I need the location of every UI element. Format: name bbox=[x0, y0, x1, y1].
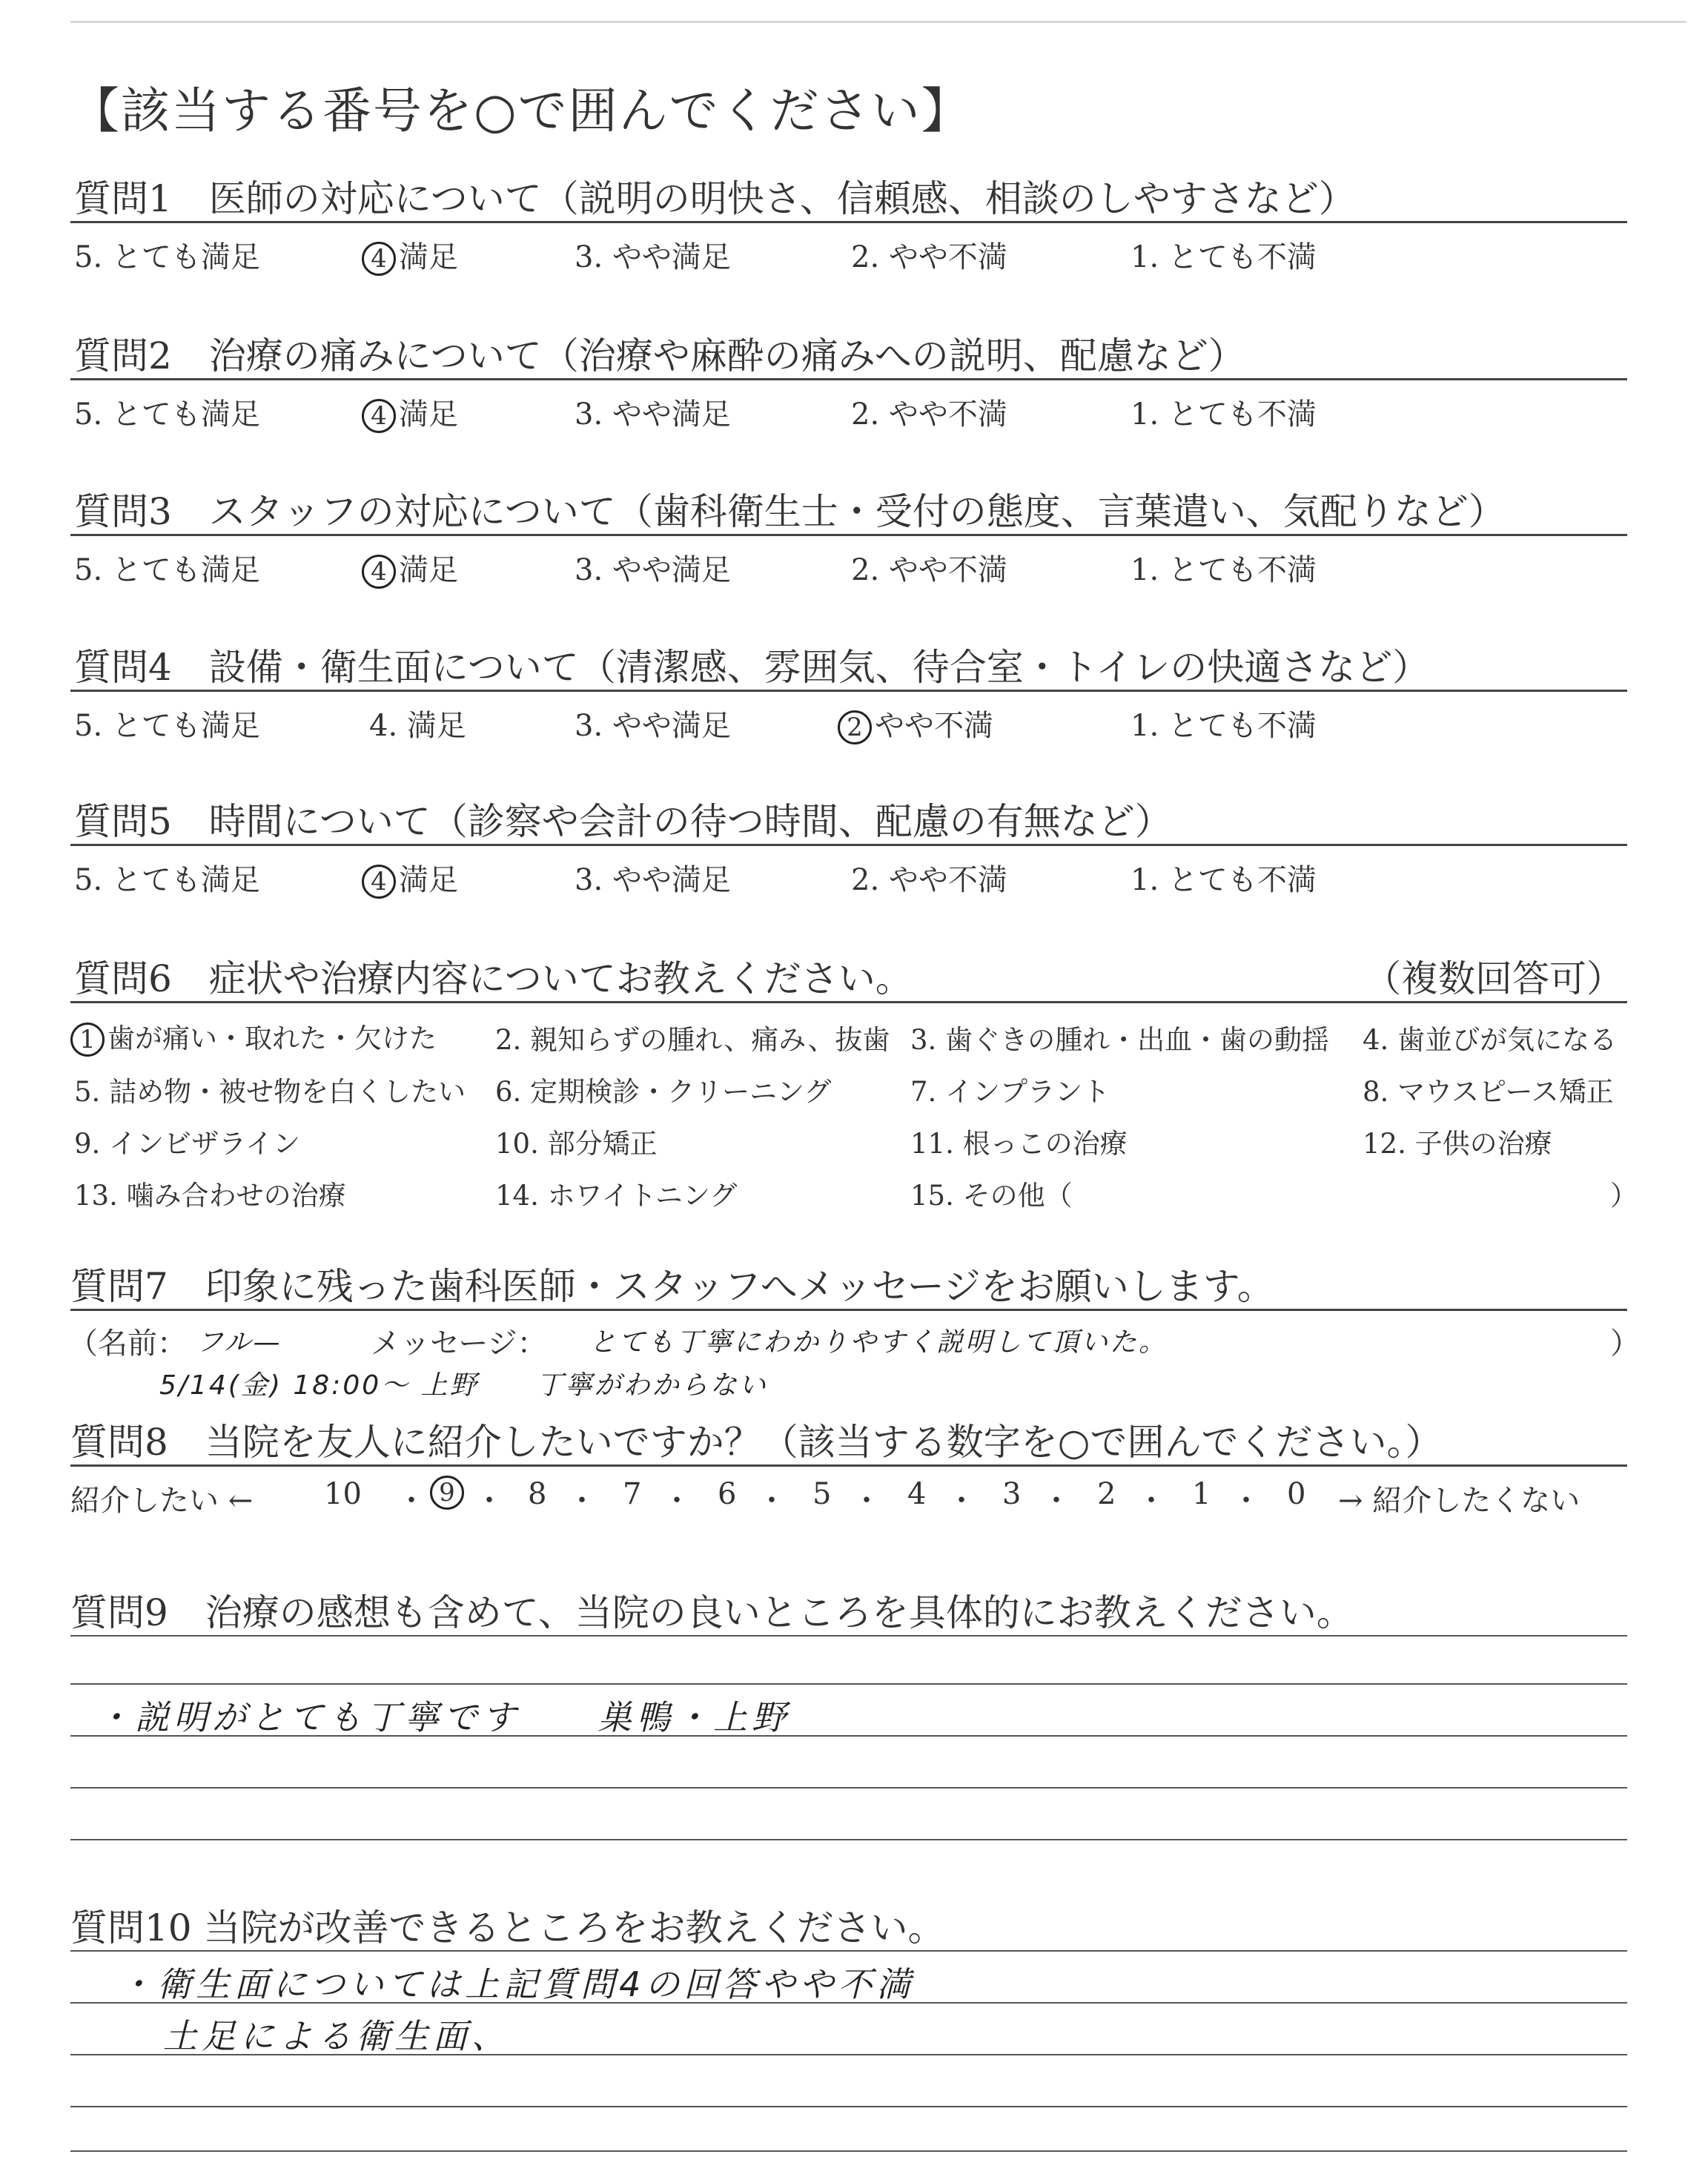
q1-opt-1[interactable]: 1. とても不満 bbox=[1131, 240, 1317, 274]
q8-left-label: 紹介したい ← bbox=[70, 1484, 254, 1518]
q6-item-4[interactable]: 4. 歯並びが気になる bbox=[1363, 1024, 1618, 1056]
q1-opt-5[interactable]: 5. とても満足 bbox=[74, 240, 260, 274]
q4-opt-3[interactable]: 3. やや満足 bbox=[575, 709, 731, 743]
q8-right-label: → 紹介したくない bbox=[1338, 1484, 1580, 1518]
q7-extra-line[interactable]: 5/14(金) 18:00～ 上野 丁寧がわからない bbox=[159, 1370, 768, 1401]
q5-opt-4[interactable] bbox=[362, 856, 458, 899]
q8-num-0[interactable]: 0 bbox=[1287, 1477, 1306, 1511]
q7-message-value[interactable]: とても丁寧にわかりやすく説明して頂いた。 bbox=[589, 1327, 1168, 1358]
q2-opt-4[interactable] bbox=[362, 391, 458, 433]
q8-sep: ・ bbox=[397, 1484, 426, 1518]
q6-item-5[interactable]: 5. 詰め物・被せ物を白くしたい bbox=[74, 1076, 466, 1108]
q8-sep: ・ bbox=[1136, 1484, 1166, 1518]
q5-opt-4-label: 満足 bbox=[399, 863, 458, 897]
q3-opt-3[interactable]: 3. やや満足 bbox=[575, 553, 731, 587]
q8-sep: ・ bbox=[852, 1484, 881, 1518]
q4-rule bbox=[70, 690, 1627, 692]
q7-rule bbox=[70, 1309, 1627, 1311]
q3-opt-4[interactable] bbox=[362, 546, 458, 589]
q2-opt-3[interactable]: 3. やや満足 bbox=[575, 397, 731, 432]
q2-opt-1[interactable]: 1. とても不満 bbox=[1131, 397, 1317, 432]
q8-sep: ・ bbox=[662, 1484, 692, 1518]
q3-opt-2[interactable]: 2. やや不満 bbox=[851, 553, 1007, 587]
page-title: 【該当する番号を○で囲んでください】 bbox=[70, 82, 972, 139]
q8-rule bbox=[70, 1464, 1627, 1467]
q10-title: 質問10 当院が改善できるところをお教えください。 bbox=[70, 1906, 945, 1949]
q2-rule bbox=[70, 378, 1627, 380]
q9-line bbox=[70, 1839, 1627, 1840]
q6-item-10[interactable]: 10. 部分矯正 bbox=[495, 1128, 658, 1160]
q9-title: 質問9 治療の感想も含めて、当院の良いところを具体的にお教えください。 bbox=[70, 1591, 1354, 1634]
q6-item-13[interactable]: 13. 噛み合わせの治療 bbox=[74, 1180, 346, 1212]
selected-circle: 4 bbox=[362, 555, 396, 589]
q1-opt-3[interactable]: 3. やや満足 bbox=[575, 240, 731, 274]
q6-item-1[interactable] bbox=[70, 1016, 437, 1057]
q5-opt-5[interactable]: 5. とても満足 bbox=[74, 863, 260, 897]
q3-opt-5[interactable]: 5. とても満足 bbox=[74, 553, 260, 587]
q10-line bbox=[70, 2106, 1627, 2107]
q6-item-8[interactable]: 8. マウスピース矯正 bbox=[1363, 1076, 1614, 1108]
q4-title: 質問4 設備・衛生面について（清潔感、雰囲気、待合室・トイレの快適さなど） bbox=[74, 646, 1430, 689]
q8-num-1[interactable]: 1 bbox=[1192, 1477, 1211, 1511]
q8-sep: ・ bbox=[947, 1484, 976, 1518]
q5-opt-1[interactable]: 1. とても不満 bbox=[1131, 863, 1317, 897]
q1-rule bbox=[70, 221, 1627, 223]
q3-rule bbox=[70, 534, 1627, 536]
selected-circle: 4 bbox=[362, 242, 396, 276]
q8-num-10[interactable]: 10 bbox=[324, 1477, 362, 1511]
q5-rule bbox=[70, 844, 1627, 846]
q8-num-9[interactable] bbox=[430, 1474, 467, 1510]
q3-title: 質問3 スタッフの対応について（歯科衛生士・受付の態度、言葉遣い、気配りなど） bbox=[74, 490, 1506, 533]
q6-item-14[interactable]: 14. ホワイトニング bbox=[495, 1180, 738, 1212]
q8-num-3[interactable]: 3 bbox=[1002, 1477, 1022, 1511]
q6-item-6[interactable]: 6. 定期検診・クリーニング bbox=[495, 1076, 832, 1108]
q8-num-4[interactable]: 4 bbox=[907, 1477, 927, 1511]
q10-line bbox=[70, 2150, 1627, 2152]
q1-title: 質問1 医師の対応について（説明の明快さ、信頼感、相談のしやすさなど） bbox=[74, 177, 1356, 220]
q8-num-5[interactable]: 5 bbox=[812, 1477, 832, 1511]
q8-sep: ・ bbox=[1231, 1484, 1261, 1518]
q5-opt-3[interactable]: 3. やや満足 bbox=[575, 863, 731, 897]
q5-title: 質問5 時間について（診察や会計の待つ時間、配慮の有無など） bbox=[74, 800, 1172, 843]
q6-rule bbox=[70, 1001, 1627, 1003]
q8-sep: ・ bbox=[567, 1484, 597, 1518]
q5-opt-2[interactable]: 2. やや不満 bbox=[851, 863, 1007, 897]
q2-title: 質問2 治療の痛みについて（治療や麻酔の痛みへの説明、配慮など） bbox=[74, 334, 1245, 377]
q8-num-6[interactable]: 6 bbox=[718, 1477, 737, 1511]
q2-opt-2[interactable]: 2. やや不満 bbox=[851, 397, 1007, 432]
q6-item-11[interactable]: 11. 根っこの治療 bbox=[910, 1128, 1128, 1160]
selected-circle: 4 bbox=[362, 399, 396, 433]
q6-item-9[interactable]: 9. インビザライン bbox=[74, 1128, 300, 1160]
q9-line bbox=[70, 1787, 1627, 1789]
q10-answer-line2[interactable]: 土足による衛生面、 bbox=[163, 2016, 510, 2056]
q10-answer-line1[interactable]: ・衛生面については上記質問4の回答やや不満 bbox=[119, 1964, 916, 2004]
q6-item-3[interactable]: 3. 歯ぐきの腫れ・出血・歯の動揺 bbox=[910, 1024, 1330, 1056]
scan-edge bbox=[70, 21, 1687, 23]
selected-circle: 2 bbox=[838, 710, 872, 744]
q3-opt-4-label: 満足 bbox=[399, 553, 458, 587]
q6-item-2[interactable]: 2. 親知らずの腫れ、痛み、抜歯 bbox=[495, 1024, 890, 1056]
q8-sep: ・ bbox=[474, 1484, 504, 1518]
q8-num-2[interactable]: 2 bbox=[1097, 1477, 1116, 1511]
q7-name-value[interactable]: フル— bbox=[196, 1327, 282, 1358]
q8-num-8[interactable]: 8 bbox=[528, 1477, 547, 1511]
q7-title: 質問7 印象に残った歯科医師・スタッフへメッセージをお願いします。 bbox=[70, 1265, 1274, 1308]
q6-item-15-close: ） bbox=[1610, 1180, 1638, 1212]
q2-opt-4-label: 満足 bbox=[399, 397, 458, 432]
q7-name-label: （名前： bbox=[68, 1327, 187, 1361]
q8-sep: ・ bbox=[1042, 1484, 1071, 1518]
q4-opt-2[interactable] bbox=[838, 702, 993, 744]
q3-opt-1[interactable]: 1. とても不満 bbox=[1131, 553, 1317, 587]
q8-title: 質問8 当院を友人に紹介したいですか？（該当する数字を○で囲んでください。） bbox=[70, 1421, 1443, 1464]
q1-opt-4[interactable] bbox=[362, 234, 458, 276]
q2-opt-5[interactable]: 5. とても満足 bbox=[74, 397, 260, 432]
q9-line bbox=[70, 1683, 1627, 1685]
q7-close-paren: ） bbox=[1610, 1327, 1640, 1361]
q4-opt-1[interactable]: 1. とても不満 bbox=[1131, 709, 1317, 743]
selected-circle: 4 bbox=[362, 865, 396, 899]
q4-opt-2-label: やや不満 bbox=[875, 709, 993, 743]
q1-opt-2[interactable]: 2. やや不満 bbox=[851, 240, 1007, 274]
q6-item-1-label: 歯が痛い・取れた・欠けた bbox=[107, 1023, 437, 1054]
q9-answer[interactable]: ・説明がとても丁寧です 巣鴨・上野 bbox=[96, 1697, 790, 1737]
q4-opt-5[interactable]: 5. とても満足 bbox=[74, 709, 260, 743]
q4-opt-4[interactable]: 4. 満足 bbox=[369, 709, 466, 743]
q6-item-15[interactable]: 15. その他（ bbox=[910, 1180, 1073, 1212]
q8-num-7[interactable]: 7 bbox=[623, 1477, 642, 1511]
selected-circle: 1 bbox=[70, 1023, 105, 1057]
q7-message-label: メッセージ： bbox=[371, 1327, 547, 1361]
q6-note: （複数回答可） bbox=[1364, 957, 1623, 1000]
q10-line bbox=[70, 1950, 1627, 1952]
selected-circle: 9 bbox=[430, 1476, 464, 1510]
q6-item-7[interactable]: 7. インプラント bbox=[910, 1076, 1110, 1108]
q1-opt-4-label: 満足 bbox=[399, 240, 458, 274]
q6-title: 質問6 症状や治療内容についてお教えください。 bbox=[74, 957, 913, 1000]
q6-item-12[interactable]: 12. 子供の治療 bbox=[1363, 1128, 1552, 1160]
q9-line bbox=[70, 1635, 1627, 1636]
q8-sep: ・ bbox=[757, 1484, 787, 1518]
